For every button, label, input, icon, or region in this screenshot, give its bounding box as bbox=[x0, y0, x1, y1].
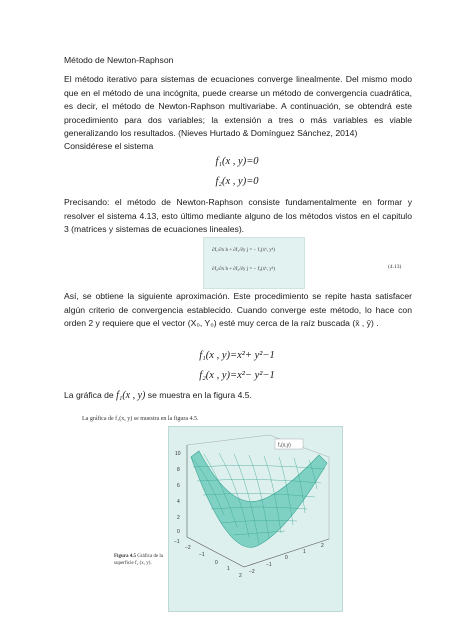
z-tick-4: 4 bbox=[177, 499, 180, 505]
section-title: Método de Newton-Raphson bbox=[64, 55, 174, 65]
y-tick-1: 1 bbox=[303, 549, 306, 555]
x-tick-0: 0 bbox=[215, 560, 218, 566]
z-tick-6: 6 bbox=[177, 483, 180, 489]
y-tick-neg2: −2 bbox=[249, 569, 255, 575]
z-tick-0: 0 bbox=[177, 529, 180, 535]
equation-number: (4.13) bbox=[388, 264, 402, 270]
function-f2: f₂(x , y)=x²− y²−1 bbox=[199, 370, 275, 381]
x-tick-1: 1 bbox=[227, 566, 230, 572]
y-tick-2: 2 bbox=[321, 543, 324, 549]
x-tick-2: 2 bbox=[239, 573, 242, 579]
system-equation-2: f₂(x , y)=0 bbox=[215, 176, 259, 187]
z-tick-2: 2 bbox=[177, 515, 180, 521]
graph-sentence-before: La gráfica de bbox=[64, 390, 114, 400]
intro-paragraph: El método iterativo para sistemas de ecuaciones converge linealmente. Del mismo modo que en el método de una incógnita, puede crearse un método de convergencia cuadrática, es decir, el método de Newton-Raphson multivariabe. A continuación, se obtendrá este procedimiento para dos variables; la extensión a tres o más variables es viable generalizando los resultados. (Nieves Hurtado & Domínguez Sánchez, 2014) bbox=[64, 74, 412, 139]
consider-text: Considérese el sistema bbox=[64, 141, 154, 151]
z-tick-neg1: −1 bbox=[174, 539, 180, 545]
x-tick-neg2: −2 bbox=[185, 545, 191, 551]
figure-top-caption: La gráfica de f₁(x, y) se muestra en la figura 4.5. bbox=[82, 416, 199, 422]
z-tick-10: 10 bbox=[175, 451, 181, 457]
graph-sentence-after: se muestra en la figura 4.5. bbox=[147, 390, 252, 400]
approximation-paragraph: Así, se obtiene la siguiente aproximación. Este procedimiento se repite hasta satisfacer algún criterio de convergencia establecido. Cuando converge este método, lo hace con orden 2 y requiere que el vector (X₀, Y₀) esté muy cerca de la raíz buscada (x̄ , ȳ) . bbox=[64, 291, 412, 329]
matrix-row-1: ∂f₁/∂x h + ∂f₁/∂y j = − f₁(xᵏ, yᵏ) bbox=[212, 248, 275, 253]
equation-4-13-box bbox=[203, 237, 305, 289]
graph-sentence bbox=[64, 390, 252, 401]
function-f1: f₁(x , y)=x²+ y²−1 bbox=[199, 350, 275, 361]
surface-label: f₁(x,y) bbox=[278, 442, 291, 449]
figure-label bbox=[114, 553, 170, 567]
system-equation-1: f₁(x , y)=0 bbox=[215, 156, 259, 167]
surface-plot bbox=[169, 427, 342, 611]
y-tick-neg1: −1 bbox=[266, 562, 272, 568]
z-tick-8: 8 bbox=[177, 467, 180, 473]
y-tick-0: 0 bbox=[285, 555, 288, 561]
figure-label-bold: Figura 4.5 bbox=[114, 554, 136, 559]
figure-label-text: Gráfica de la superficie f₁ (x, y). bbox=[114, 554, 164, 566]
graph-sentence-function: f₁(x , y) bbox=[116, 390, 146, 401]
precise-paragraph: Precisando: el método de Newton-Raphson consiste fundamentalmente en formar y resolver el sistema 4.13, esto último mediante alguno de los métodos vistos en el capitulo 3 (matrices y sistemas de ecuaciones lineales). bbox=[64, 197, 412, 235]
x-tick-neg1: −1 bbox=[199, 552, 205, 558]
box-top-edge bbox=[187, 435, 269, 445]
matrix-row-2: ∂f₂/∂x h + ∂f₂/∂y j = − f₂(xᵏ, yᵏ) bbox=[212, 267, 275, 272]
figure-4-5-frame bbox=[168, 426, 343, 612]
